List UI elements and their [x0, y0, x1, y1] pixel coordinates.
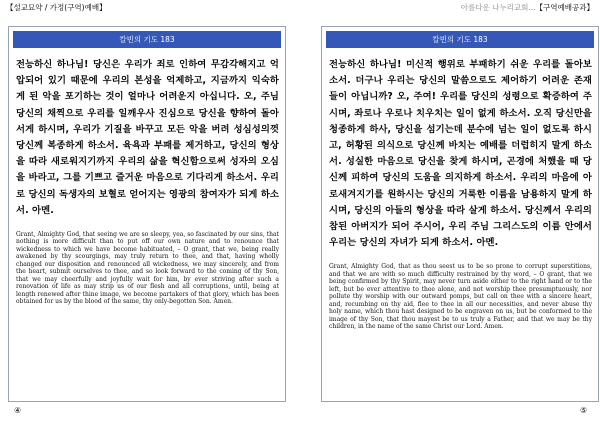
- page-right: [321, 26, 599, 402]
- page-left: [8, 26, 286, 402]
- page-number-left: ④: [14, 406, 22, 415]
- page-number-right: ⑤: [580, 406, 588, 415]
- korean-prayer-text: 전능하신 하나님! 당신은 우리가 죄로 인하여 무감각해지고 억압되어 있기 때문에 우리의 본성을 억제하고, 지금까지 익숙하게 된 악을 포기하는 것이 얼마나 어려운지 아십니다. 오, 주님 당신의 채찍으로 우리를 일깨우사 진심으로 당신을 향하여 돌아서게 하시며, 우리가 기질을 바꾸고 모든 악을 버려 성심성의껏 당신께 복종하게 하소서. 육욕과 부패를 제거하고, 당신의 형상을 따라 새로워지기까지 우리의 삶을 혁신함으로써 성자의 오심을 바라고, 그를 기쁘고 즐거운 마음으로 기다리게 하소서. 우리로 당신의 독생자의 보혈로 얻어지는 영광의 참여자가 되게 하소서. 아멘.: [16, 59, 279, 216]
- header-left: 【설교묘약 / 가정(구역)예배】: [6, 3, 107, 12]
- header-church-name: 아름다운 나누리교회...: [460, 3, 536, 12]
- english-prayer-text: Grant, Almighty God, that seeing we are so sleepy, yea, so fascinated by our sins, that nothing is more difficult than to put off our own nature and to renounce that wickedness to which we have become habituated, – O grant, that we, being really awakened by thy scourgings, may truly return to thee, and that, having wholly changed our disposition and renounced all wickedness, we may sincerely, and from the heart, submit ourselves to thee, and so look forward to the coming of thy Son, that we may cheerfully and joyfully wait for him, by ever striving after such a renovation of life as may strip us of our flesh and all corruptions, until, being at length renewed after thine image, we become partakers of that glory, which has been obtained for us by the blood of the same, thy only-begotten Son. Amen.: [16, 231, 279, 306]
- header-right: [461, 2, 594, 13]
- english-prayer-text: Grant, Almighty God, that as thou seest us to be so prone to corrupt superstitions, and that we are with so much difficulty restrained by thy word, – O grant, that we being confirmed by thy Spirit, may never turn aside either to the right hand or to the left, but be ever attentive to thee alone, and not worship thee presumptuously, nor pollute thy worship with our outward pomps, but call on thee with a sincere heart, and, recumbing on thy aid, flee to thee in all our necessities, and never abuse thy holy name, which thou hast designed to be engraven on us, but be conformed to the image of thy Son, that thou mayest be to us truly a Father, and that we may be thy children, in the name of the same Christ our Lord. Amen.: [329, 263, 592, 331]
- prayer-title: 칼빈의 기도 183: [326, 31, 594, 48]
- header-section-label: 【구역예배공과】: [535, 3, 594, 12]
- prayer-title: 칼빈의 기도 183: [13, 31, 281, 48]
- korean-prayer-text: 전능하신 하나님! 미신적 행위로 부패하기 쉬운 우리를 돌아보소서. 더구나 우리는 당신의 말씀으로도 제어하기 어려운 존재들이 아닙니까? 오, 주여! 우리를 당신의 성령으로 확증하여 주시며, 좌로나 우로나 치우치는 일이 없게 하소서. 오직 당신만을 청종하게 하사, 당신을 섬기는데 분수에 넘는 일이 없도록 하시고, 허황된 의식으로 당신께 바치는 예배를 더럽히지 말게 하소서. 성실한 마음으로 당신을 찾게 하시며, 곤경에 처했을 때 당신께 피하여 당신의 도움을 의지하게 하소서. 우리의 마음에 아로새겨지기를 원하시는 당신의 거룩한 이름을 남용하지 말게 하시며, 당신의 아들의 형상을 따라 살게 하소서. 당신께서 우리의 참된 아버지가 되어 주시어, 우리 주님 그리스도의 이름 안에서 우리는 당신의 자녀가 되게 하소서. 아멘.: [329, 59, 592, 249]
